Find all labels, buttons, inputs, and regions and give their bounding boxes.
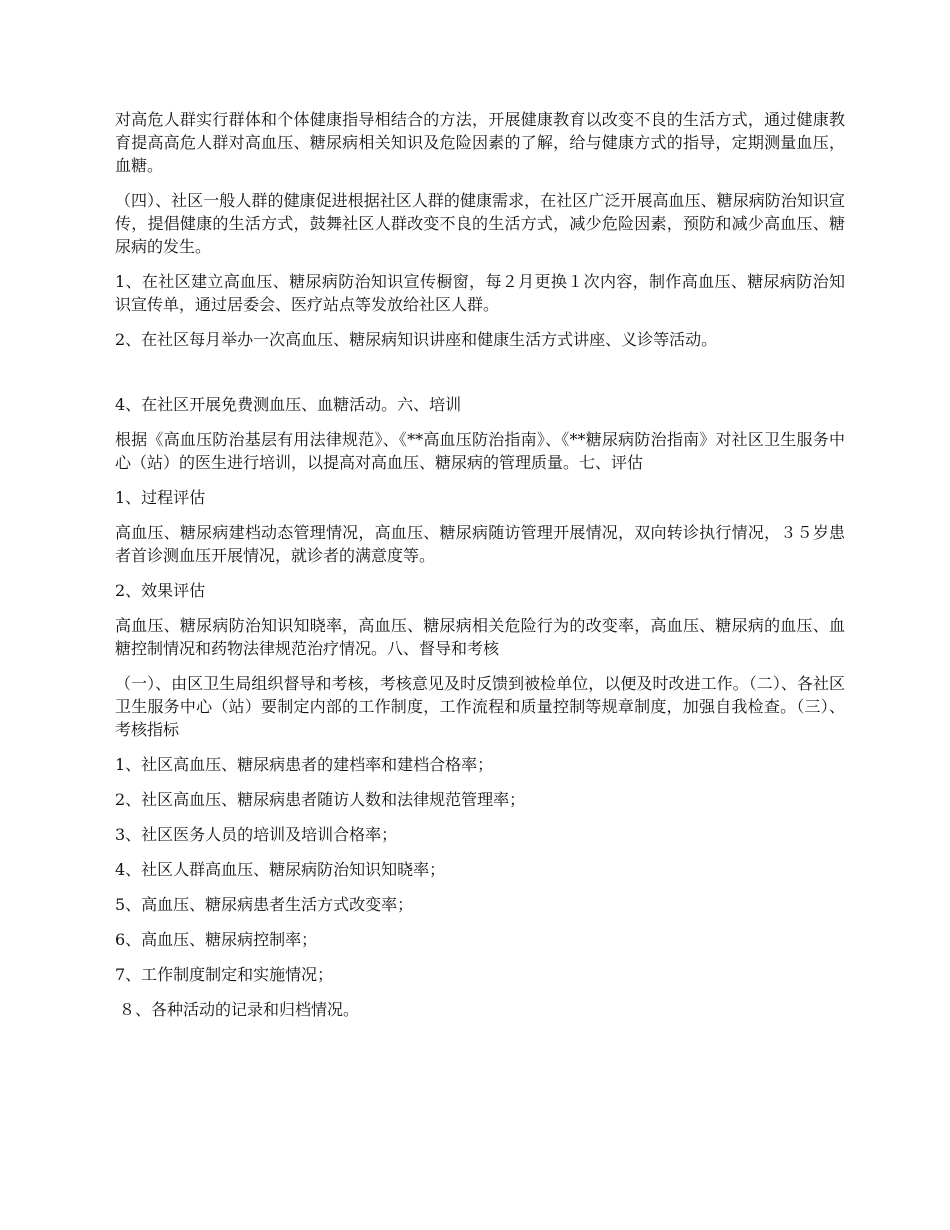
paragraph-supervision: （一）、由区卫生局组织督导和考核，考核意见及时反馈到被检单位，以便及时改进工作。（二）、各社区卫生服务中心（站）要制定内部的工作制度，工作流程和质量控制等规章制度，加强自我检查。（三）、考核指标 [115,674,845,739]
paragraph-effect-evaluation: 高血压、糖尿病防治知识知晓率，高血压、糖尿病相关危险行为的改变率，高血压、糖尿病的血压、血糖控制情况和药物法律规范治疗情况。八、督导和考核 [115,616,845,658]
document-body [115,108,845,1033]
list-item-indicator-4: 4、社区人群高血压、糖尿病防治知识知晓率； [115,860,446,879]
list-item-indicator-5: 5、高血压、糖尿病患者生活方式改变率； [115,895,414,914]
heading-process-evaluation: 1、过程评估 [115,488,206,507]
list-item-indicator-6: 6、高血压、糖尿病控制率； [115,930,318,949]
heading-effect-evaluation: 2、效果评估 [115,581,206,600]
paragraph-item-4-free-testing: 4、在社区开展免费测血压、血糖活动。六、培训 [115,395,462,414]
list-item-indicator-7: 7、工作制度制定和实施情况； [115,965,334,984]
paragraph-training: 根据《高血压防治基层有用法律规范》、《**高血压防治指南》、《**糖尿病防治指南》对社区卫生服务中心（站）的医生进行培训，以提高对高血压、糖尿病的管理质量。七、评估 [115,430,845,472]
paragraph-section-4-general-population: （四）、社区一般人群的健康促进根据社区人群的健康需求，在社区广泛开展高血压、糖尿病防治知识宣传，提倡健康的生活方式，鼓舞社区人群改变不良的生活方式，减少危险因素，预防和减少高血压、糖尿病的发生。 [115,191,845,256]
list-item-indicator-8: ８、各种活动的记录和归档情况。 [119,1000,360,1019]
list-item-indicator-3: 3、社区医务人员的培训及培训合格率； [115,825,398,844]
paragraph-high-risk-guidance: 对高危人群实行群体和个体健康指导相结合的方法，开展健康教育以改变不良的生活方式，通过健康教育提高高危人群对高血压、糖尿病相关知识及危险因素的了解，给与健康方式的指导，定期测量血压，血糖。 [115,110,845,175]
paragraph-item-2-lectures: 2、在社区每月举办一次高血压、糖尿病知识讲座和健康生活方式讲座、义诊等活动。 [115,330,718,349]
paragraph-item-1-bulletin: 1、在社区建立高血压、糖尿病防治知识宣传橱窗，每２月更换１次内容，制作高血压、糖尿病防治知识宣传单，通过居委会、医疗站点等发放给社区人群。 [115,272,845,314]
paragraph-process-evaluation: 高血压、糖尿病建档动态管理情况，高血压、糖尿病随访管理开展情况，双向转诊执行情况，３５岁患者首诊测血压开展情况，就诊者的满意度等。 [115,523,845,565]
list-item-indicator-1: 1、社区高血压、糖尿病患者的建档率和建档合格率； [115,755,494,774]
list-item-indicator-2: 2、社区高血压、糖尿病患者随访人数和法律规范管理率； [115,790,526,809]
